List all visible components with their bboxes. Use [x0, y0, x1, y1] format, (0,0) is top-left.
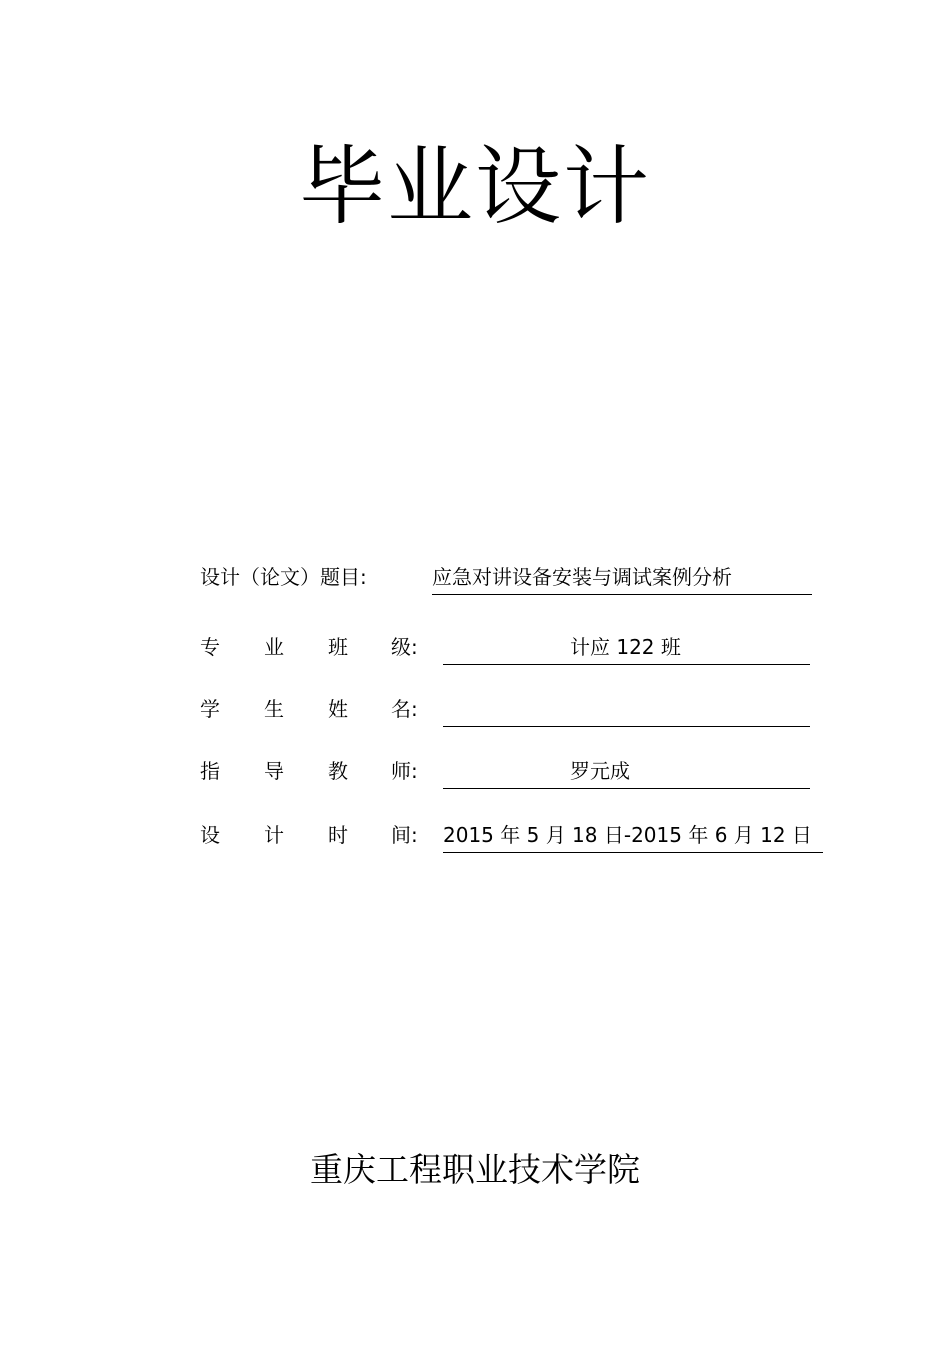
period-label-char-3: 时	[328, 823, 348, 847]
advisor-label-char-1: 指	[200, 759, 220, 783]
document-title: 毕业设计	[299, 137, 651, 237]
class-underline	[443, 630, 810, 665]
student-label-char-3: 姓	[328, 697, 348, 721]
class-label-char-2: 业	[264, 635, 284, 659]
period-label-char-2: 计	[264, 823, 284, 847]
period-label-char-4: 间:	[391, 823, 418, 847]
topic-label: 设计（论文）题目:	[200, 565, 367, 589]
student-label-char-4: 名:	[391, 697, 418, 721]
class-row	[200, 630, 840, 664]
period-label-char-1: 设	[200, 823, 220, 847]
class-label-char-1: 专	[200, 635, 220, 659]
topic-underline	[432, 560, 812, 595]
advisor-underline	[443, 754, 810, 789]
student-underline	[443, 692, 810, 727]
student-row	[200, 692, 840, 726]
class-label-char-4: 级:	[391, 635, 418, 659]
class-value: 计应 122 班	[570, 635, 681, 659]
class-label-char-3: 班	[328, 635, 348, 659]
college-name: 重庆工程职业技术学院	[310, 1150, 640, 1189]
advisor-label-char-2: 导	[264, 759, 284, 783]
student-label-char-1: 学	[200, 697, 220, 721]
advisor-row	[200, 754, 840, 788]
topic-row	[200, 560, 840, 594]
advisor-label-char-3: 教	[328, 759, 348, 783]
advisor-label-char-4: 师:	[391, 759, 418, 783]
period-underline	[443, 818, 823, 853]
period-row	[200, 818, 840, 852]
student-label-char-2: 生	[264, 697, 284, 721]
period-value: 2015 年 5 月 18 日-2015 年 6 月 12 日	[443, 823, 812, 847]
topic-value: 应急对讲设备安装与调试案例分析	[432, 565, 732, 589]
advisor-value: 罗元成	[570, 759, 630, 783]
